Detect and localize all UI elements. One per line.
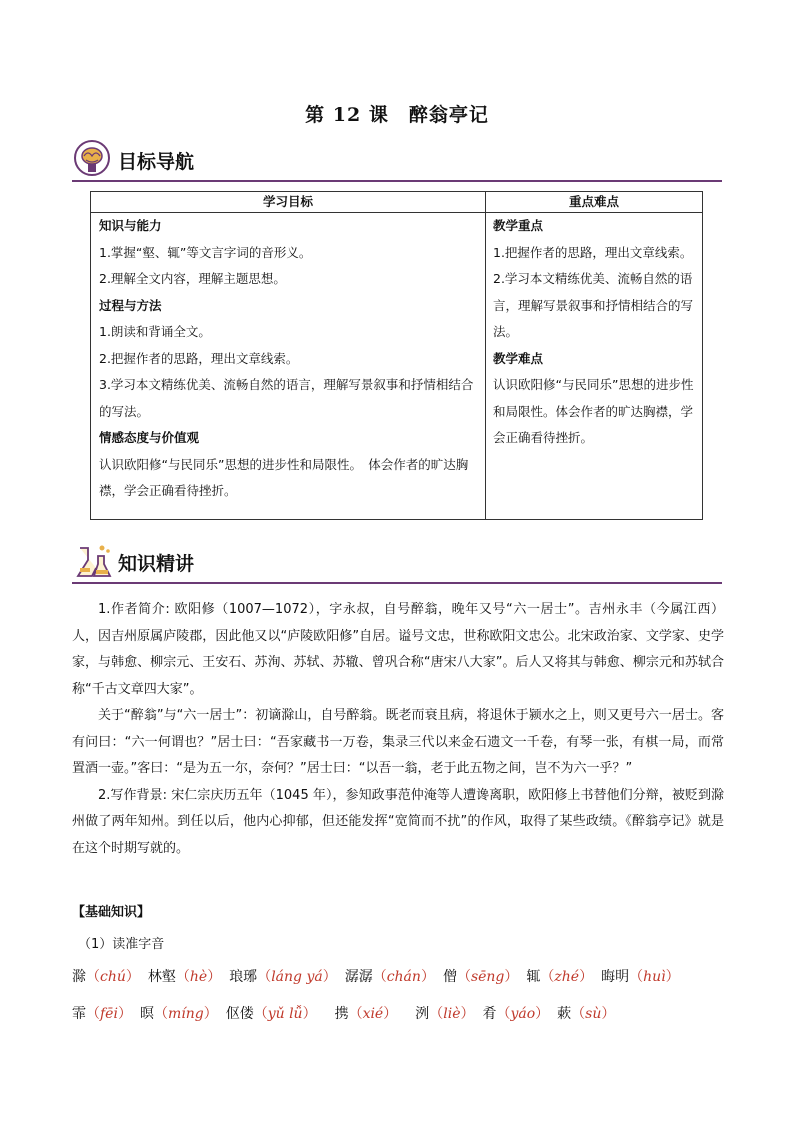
heading-text: （1）读准字音	[78, 937, 165, 952]
list-item: 知识与能力	[99, 218, 162, 233]
hanzi: 肴	[482, 1006, 497, 1022]
brain-icon	[72, 138, 114, 180]
paren-close: ）	[601, 1006, 616, 1022]
pinyin-item	[72, 969, 140, 985]
list-item: 1.掌握“壑、辄”等文言字词的音形义。	[99, 244, 312, 260]
paren-open: （	[372, 969, 387, 985]
paren-close: ）	[302, 1006, 317, 1022]
paren-close: ）	[207, 969, 222, 985]
pinyin-item	[148, 969, 221, 985]
section-header-goals	[72, 138, 722, 182]
list-item: 2.学习本文精练优美、流畅自然的语言，理解写景叙事和抒情相结合的写法。	[493, 271, 694, 339]
hanzi: 晦明	[601, 969, 630, 985]
table-header-goals: 学习目标	[91, 192, 486, 213]
paren-open: （	[257, 969, 272, 985]
list-item: 3.学习本文精练优美、流畅自然的语言，理解写景叙事和抒情相结合的写法。	[99, 377, 474, 419]
pinyin-item	[443, 969, 518, 985]
paren-close: ）	[504, 969, 519, 985]
pinyin: liè	[443, 1006, 461, 1022]
hanzi: 潺潺	[344, 969, 373, 985]
page-title: 第 12 课 醉翁亭记	[305, 104, 489, 126]
paragraph: 2.写作背景: 宋仁宗庆历五年（1045 年），参知政事范仲淹等人遭谗离职，欧阳修上书替他们分辩，被贬到滁州做了两年知州。到任以后，他内心抑郁，但还能发挥“宽简而不扰”的作风，取得了某些政绩。《醉翁亭记》就是在这个时期写就的。	[72, 787, 724, 856]
paren-close: ）	[322, 969, 337, 985]
section-title: 知识精讲	[118, 553, 195, 575]
flask-icon	[72, 540, 114, 582]
pinyin-row-2	[72, 1002, 615, 1026]
hanzi: 僧	[442, 969, 457, 985]
hanzi: 暝	[139, 1006, 154, 1022]
pinyin-item	[226, 1006, 317, 1022]
section-header-knowledge	[72, 540, 722, 584]
pinyin: láng yá	[271, 969, 323, 985]
pinyin: sù	[585, 1006, 602, 1022]
list-item: 2.理解全文内容，理解主题思想。	[99, 271, 286, 286]
paren-close: ）	[665, 969, 680, 985]
reading-heading	[78, 932, 730, 959]
list-item: 1.把握作者的思路，理出文章线索。	[493, 244, 693, 260]
paren-open: （	[629, 969, 644, 985]
paren-open: （	[496, 1006, 511, 1022]
pinyin-item	[482, 1006, 549, 1022]
list-item: 2.把握作者的思路，理出文章线索。	[99, 350, 299, 366]
paren-close: ）	[203, 1006, 218, 1022]
paren-open: （	[175, 969, 190, 985]
paren-open: （	[540, 969, 555, 985]
pinyin: huì	[643, 969, 666, 985]
pinyin-item	[345, 969, 435, 985]
hanzi: 洌	[415, 1006, 430, 1022]
paren-open: （	[153, 1006, 168, 1022]
paragraph: 关于“醉翁”与“六一居士”：初谪滁山，自号醉翁。既老而衰且病，将退休于颍水之上，则又更号六一居士。客有问曰：“六一何谓也？”居士曰：“吾家藏书一万卷，集录三代以来金石遗文一千卷，有琴一张，有棋一局，而常置酒一壶。”客曰：“是为五一尔，奈何？”居士曰：“以吾一翁，老于此五物之间，岂不为六一乎？”	[72, 708, 724, 776]
pinyin: sēng	[470, 969, 505, 985]
hanzi: 携	[334, 1006, 349, 1022]
list-item: 教学难点	[493, 350, 544, 366]
list-item: 认识欧阳修“与民同乐”思想的进步性和局限性。体会作者的旷达胸襟，学会正确看待挫折。	[493, 377, 694, 445]
key-points-cell	[486, 213, 703, 520]
pinyin: chán	[386, 969, 421, 985]
hanzi: 伛偻	[225, 1006, 254, 1022]
section-title: 目标导航	[118, 151, 195, 173]
heading-text: 【基础知识】	[72, 905, 151, 920]
paren-close: ）	[383, 1006, 398, 1022]
paren-open: （	[429, 1006, 444, 1022]
pinyin-item	[72, 1006, 132, 1022]
pinyin-item	[140, 1006, 218, 1022]
pinyin-item	[557, 1006, 615, 1022]
list-item: 教学重点	[493, 218, 544, 233]
list-item: 过程与方法	[99, 297, 162, 313]
pinyin-item	[335, 1006, 398, 1022]
paren-open: （	[348, 1006, 363, 1022]
list-item: 情感态度与价值观	[99, 430, 200, 445]
paren-open: （	[253, 1006, 268, 1022]
hanzi: 林壑	[147, 969, 176, 985]
pinyin-item	[229, 969, 337, 985]
paren-close: ）	[125, 969, 140, 985]
hanzi: 滁	[72, 969, 86, 985]
pinyin: hè	[189, 969, 208, 985]
hanzi: 辄	[526, 969, 541, 985]
list-item: 认识欧阳修“与民同乐”思想的进步性和局限性。 体会作者的旷达胸襟，学会正确看待挫折。	[99, 456, 469, 498]
paren-open: （	[571, 1006, 586, 1022]
paragraph: 1.作者简介: 欧阳修（1007—1072），字永叔，自号醉翁，晚年又号“六一居士”。吉州永丰（今属江西）人，因吉州原属庐陵郡，因此他又以“庐陵欧阳修”自居。谥号文忠，世称欧阳文忠公。北宋政治家、文学家、史学家，与韩愈、柳宗元、王安石、苏洵、苏轼、苏辙、曾巩合称“唐宋八大家”。后人又将其与韩愈、柳宗元和苏轼合称“千古文章四大家”。	[72, 602, 724, 697]
pinyin-item	[526, 969, 593, 985]
pinyin-row-1	[72, 965, 680, 989]
pinyin: yǔ lǚ	[267, 1006, 303, 1022]
hanzi: 蔌	[557, 1006, 572, 1022]
pinyin: yáo	[510, 1006, 536, 1022]
pinyin: zhé	[554, 969, 580, 985]
list-item: 1.朗读和背诵全文。	[99, 324, 211, 339]
paren-open: （	[86, 969, 100, 985]
pinyin-item	[415, 1006, 474, 1022]
paren-close: ）	[535, 1006, 550, 1022]
pinyin-item	[601, 969, 680, 985]
paren-open: （	[456, 969, 471, 985]
hanzi: 霏	[72, 1006, 86, 1022]
goals-cell	[91, 213, 486, 520]
hanzi: 琅琊	[229, 969, 258, 985]
paren-close: ）	[460, 1006, 475, 1022]
paren-close: ）	[579, 969, 594, 985]
paren-close: ）	[117, 1006, 132, 1022]
pinyin: míng	[167, 1006, 204, 1022]
paren-close: ）	[420, 969, 435, 985]
author-intro	[72, 597, 724, 862]
pinyin: chú	[100, 969, 126, 985]
goals-table	[90, 191, 703, 520]
table-header-key-points: 重点难点	[486, 192, 703, 213]
paren-open: （	[86, 1006, 100, 1022]
pinyin: fēi	[100, 1006, 118, 1022]
basics-heading	[72, 900, 724, 927]
pinyin: xié	[362, 1006, 384, 1022]
